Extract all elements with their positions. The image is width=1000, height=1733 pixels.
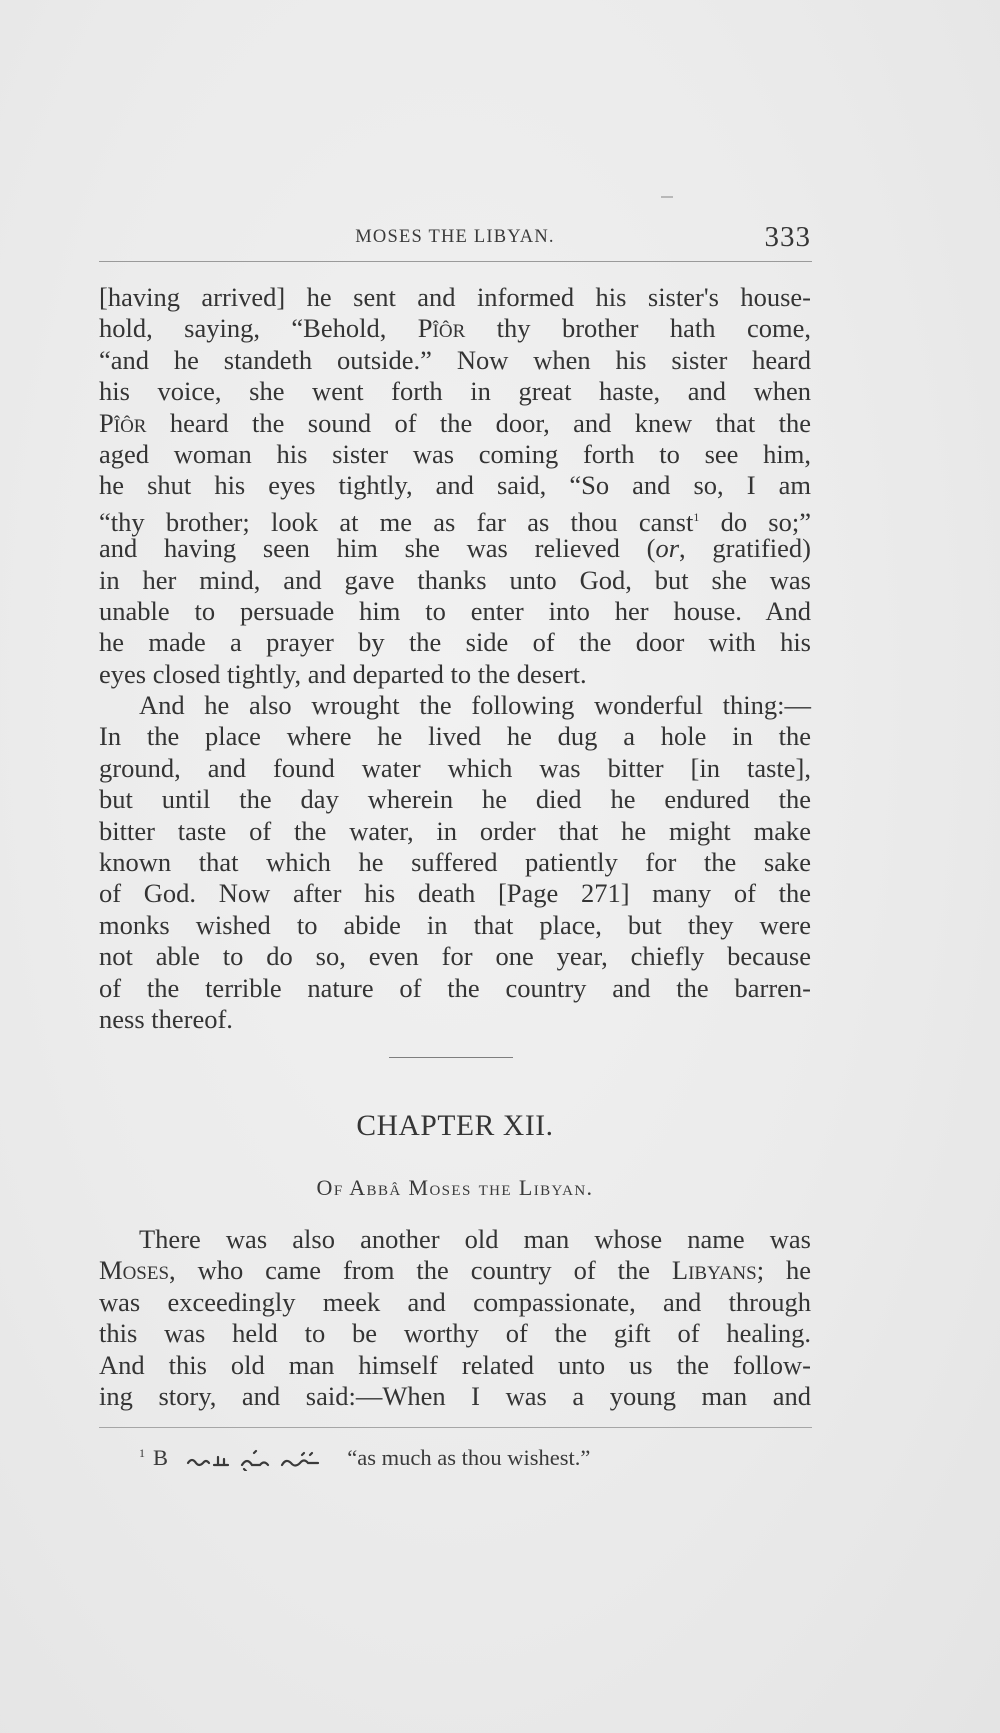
text-line: but until the day wherein he died he endured the bbox=[99, 784, 811, 815]
text-line: in her mind, and gave thanks unto God, but she was bbox=[99, 564, 811, 595]
text-line: eyes closed tightly, and departed to the desert. bbox=[99, 658, 587, 689]
text-line: unable to persuade him to enter into her house. And bbox=[99, 595, 811, 626]
text-line: In the place where he lived he dug a hole in the bbox=[99, 721, 811, 752]
text-line: “thy brother; look at me as far as thou canst$^1$ do so;” bbox=[99, 506, 811, 537]
running-title: MOSES THE LIBYAN. bbox=[355, 227, 555, 247]
text-line: and having seen him she was relieved (or, gratified) bbox=[99, 533, 811, 564]
text-line: known that which he suffered patiently for the sake bbox=[99, 846, 811, 877]
text-line: this was held to be worthy of the gift of healing. bbox=[99, 1318, 811, 1349]
footnote-gloss: “as much as thou wishest.” bbox=[347, 1445, 591, 1470]
text-line: And he also wrought the following wonderful thing:— bbox=[139, 690, 811, 720]
text-line: was exceedingly meek and compassionate, and through bbox=[99, 1286, 811, 1317]
text-line: Moses, who came from the country of the Libyans; he bbox=[99, 1255, 812, 1286]
text-line: ness thereof. bbox=[99, 1003, 233, 1034]
paragraph-1 bbox=[99, 282, 811, 690]
text-line: bitter taste of the water, in order that he might make bbox=[99, 815, 811, 846]
text-line: monks wished to abide in that place, but they were bbox=[99, 909, 811, 940]
ink-smudge bbox=[661, 196, 673, 198]
section-divider bbox=[389, 1057, 513, 1058]
text-line: his voice, she went forth in great haste, and when bbox=[99, 376, 811, 407]
text-line: “and he standeth outside.” Now when his sister heard bbox=[99, 344, 811, 375]
text-line: And this old man himself related unto us the follow- bbox=[99, 1349, 811, 1380]
text-line: he made a prayer by the side of the door with his bbox=[99, 627, 811, 658]
footnote bbox=[139, 1445, 779, 1471]
syriac-script-image bbox=[184, 1449, 334, 1471]
text-line: [having arrived] he sent and informed his sister's house- bbox=[99, 282, 811, 312]
chapter-subtitle: Of Abbâ Moses the Libyan. bbox=[316, 1175, 594, 1200]
text-line: of the terrible nature of the country and the barren- bbox=[99, 972, 811, 1003]
text-line: hold, saying, “Behold, Pîôr thy brother hath come, bbox=[99, 313, 811, 344]
footnote-rule bbox=[99, 1427, 812, 1428]
text-line: ing story, and said:—When I was a young man and bbox=[99, 1380, 811, 1411]
text-line: Pîôr heard the sound of the door, and knew that the bbox=[99, 407, 811, 438]
text-line: he shut his eyes tightly, and said, “So and so, I am bbox=[99, 470, 811, 501]
text-line: aged woman his sister was coming forth to see him, bbox=[99, 438, 811, 469]
page-number: 333 bbox=[764, 221, 811, 253]
running-head bbox=[99, 218, 811, 262]
paragraph-3 bbox=[99, 1224, 811, 1412]
text-line: not able to do so, even for one year, chiefly because bbox=[99, 941, 811, 972]
text-line: ground, and found water which was bitter [in taste], bbox=[99, 752, 811, 783]
text-line: of God. Now after his death [Page 271] many of the bbox=[99, 878, 811, 909]
footnote-marker: 1 bbox=[139, 1445, 145, 1460]
chapter-title: CHAPTER XII. bbox=[356, 1110, 554, 1142]
footnote-manuscript-ref: B bbox=[153, 1445, 169, 1470]
paragraph-2 bbox=[99, 690, 811, 1035]
header-rule bbox=[99, 261, 812, 262]
text-line: There was also another old man whose name was bbox=[139, 1224, 811, 1254]
